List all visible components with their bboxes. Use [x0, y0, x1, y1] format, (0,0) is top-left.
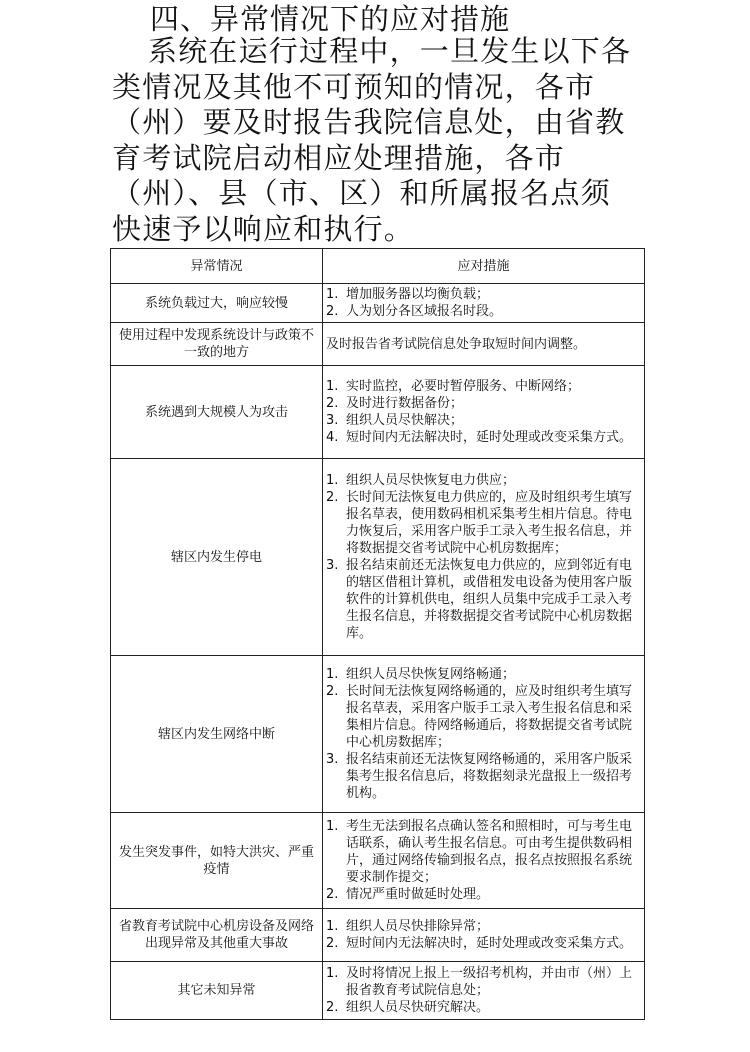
paragraph-line: 育考试院启动相应处理措施，各市: [112, 140, 566, 175]
measure-cell: [323, 366, 645, 459]
item-text: 报名结束前还无法恢复网络畅通的，采用客户版采集考生报名信息后，将数据刻录光盘报上一级招考机构。: [346, 752, 633, 801]
situation-cell: 使用过程中发现系统设计与政策不一致的地方: [111, 323, 323, 366]
measure-item: [326, 818, 641, 886]
item-text: 增加服务器以均衡负载；: [346, 287, 490, 302]
measure-item: [326, 935, 641, 952]
table-row: [111, 962, 645, 1020]
item-number: 1.: [326, 667, 339, 682]
table-row: [111, 323, 645, 366]
measure-list: [326, 965, 641, 1016]
measure-list: [326, 472, 641, 642]
measure-item: [326, 751, 641, 802]
measure-item: [326, 918, 641, 935]
item-text: 组织人员尽快解决；: [346, 413, 464, 428]
table-body: [111, 284, 645, 1020]
item-text: 短时间内无法解决时，延时处理或改变采集方式。: [346, 430, 633, 445]
contingency-table: [110, 248, 645, 1020]
item-text: 组织人员尽快恢复电力供应；: [346, 473, 516, 488]
measure-item: [326, 999, 641, 1016]
item-text: 及时将情况上报上一级招考机构，并由市（州）上报省教育考试院信息处；: [346, 966, 633, 998]
situation-cell: 省教育考试院中心机房设备及网络出现异常及其他重大事故: [111, 909, 323, 962]
situation-cell: 发生突发事件，如特大洪灾、严重疫情: [111, 813, 323, 909]
measure-item: [326, 683, 641, 751]
measure-list: [326, 378, 641, 446]
measure-item: [326, 395, 641, 412]
measure-cell: [323, 284, 645, 323]
measure-item: [326, 286, 641, 303]
situation-cell: 辖区内发生网络中断: [111, 656, 323, 813]
measure-cell: [323, 656, 645, 813]
measure-list: [326, 918, 641, 952]
item-text: 短时间内无法解决时，延时处理或改变采集方式。: [346, 936, 633, 951]
intro-paragraph: [112, 34, 652, 247]
measure-list: [326, 666, 641, 802]
measure-cell: [323, 459, 645, 656]
measure-item: [326, 666, 641, 683]
header-situation: 异常情况: [111, 249, 323, 284]
measure-cell: [323, 323, 645, 366]
situation-cell: 系统遇到大规模人为攻击: [111, 366, 323, 459]
measure-cell: [323, 813, 645, 909]
measure-item: [326, 429, 641, 446]
measure-item: [326, 965, 641, 999]
item-text: 实时监控，必要时暂停服务、中断网络；: [346, 379, 581, 394]
item-number: 2.: [326, 396, 339, 411]
table-row: [111, 459, 645, 656]
table-row: [111, 909, 645, 962]
measure-list: [326, 818, 641, 903]
paragraph-line: 类情况及其他不可预知的情况，各市: [112, 69, 596, 104]
item-text: 人为划分各区域报名时段。: [346, 304, 503, 319]
table-row: [111, 813, 645, 909]
item-number: 2.: [326, 304, 339, 319]
table-row: [111, 656, 645, 813]
item-text: 长时间无法恢复网络畅通的，应及时组织考生填写报名草表，采用客户版手工录入考生报名信息和采集相片信息。待网络畅通后，将数据提交省考试院中心机房数据库；: [346, 684, 633, 750]
item-text: 考生无法到报名点确认签名和照相时，可与考生电话联系，确认考生报名信息。可由考生提供数码相片，通过网络传输到报名点，报名点按照报名系统要求制作提交；: [346, 819, 633, 885]
situation-cell: 其它未知异常: [111, 962, 323, 1020]
measure-cell: [323, 962, 645, 1020]
item-number: 3.: [326, 413, 339, 428]
item-number: 3.: [326, 558, 339, 573]
situation-cell: 系统负载过大，响应较慢: [111, 284, 323, 323]
item-text: 报名结束前还无法恢复电力供应的，应到邻近有电的辖区借租计算机，或借租发电设备为使用客户版软件的计算机供电，组织人员集中完成手工录入考生报名信息，并将数据提交省考试院中心机房数据库。: [346, 558, 633, 641]
measure-item: [326, 886, 641, 903]
header-measure: 应对措施: [323, 249, 645, 284]
paragraph-line: （州）要及时报告我院信息处，由省教: [112, 105, 626, 139]
table-row: [111, 284, 645, 323]
paragraph-line: 系统在运行过程中，一旦发生以下各: [148, 34, 632, 68]
item-number: 2.: [326, 936, 339, 951]
item-number: 3.: [326, 752, 339, 767]
measure-text: 及时报告省考试院信息处争取短时间内调整。: [326, 336, 587, 352]
item-number: 1.: [326, 919, 339, 934]
measure-item: [326, 303, 641, 320]
item-text: 长时间无法恢复电力供应的，应及时组织考生填写报名草表，使用数码相机采集考生相片信息。待电力恢复后，采用客户版手工录入考生报名信息，并将数据提交省考试院中心机房数据库；: [346, 490, 633, 556]
item-text: 及时进行数据备份；: [346, 396, 464, 411]
measure-cell: [323, 909, 645, 962]
item-number: 4.: [326, 430, 339, 445]
item-number: 2.: [326, 684, 339, 699]
item-number: 1.: [326, 819, 339, 834]
item-number: 1.: [326, 287, 339, 302]
situation-cell: 辖区内发生停电: [111, 459, 323, 656]
item-text: 组织人员尽快研究解决。: [346, 1000, 490, 1015]
measure-list: [326, 286, 641, 320]
measure-item: [326, 557, 641, 642]
item-number: 2.: [326, 1000, 339, 1015]
table-row: [111, 366, 645, 459]
table-header-row: [111, 249, 645, 284]
measure-item: [326, 472, 641, 489]
item-number: 1.: [326, 966, 339, 981]
measure-item: [326, 489, 641, 557]
paragraph-line: （州）、县（市、区）和所属报名点须: [112, 176, 611, 210]
paragraph-line: 快速予以响应和执行。: [112, 211, 415, 246]
item-number: 2.: [326, 490, 339, 505]
item-text: 组织人员尽快恢复网络畅通；: [346, 667, 516, 682]
item-text: 组织人员尽快排除异常；: [346, 919, 490, 934]
item-number: 1.: [326, 379, 339, 394]
item-text: 情况严重时做延时处理。: [346, 887, 490, 902]
item-number: 1.: [326, 473, 339, 488]
measure-item: [326, 378, 641, 395]
item-number: 2.: [326, 887, 339, 902]
section-heading: 四、异常情况下的应对措施: [150, 2, 511, 36]
measure-item: [326, 412, 641, 429]
